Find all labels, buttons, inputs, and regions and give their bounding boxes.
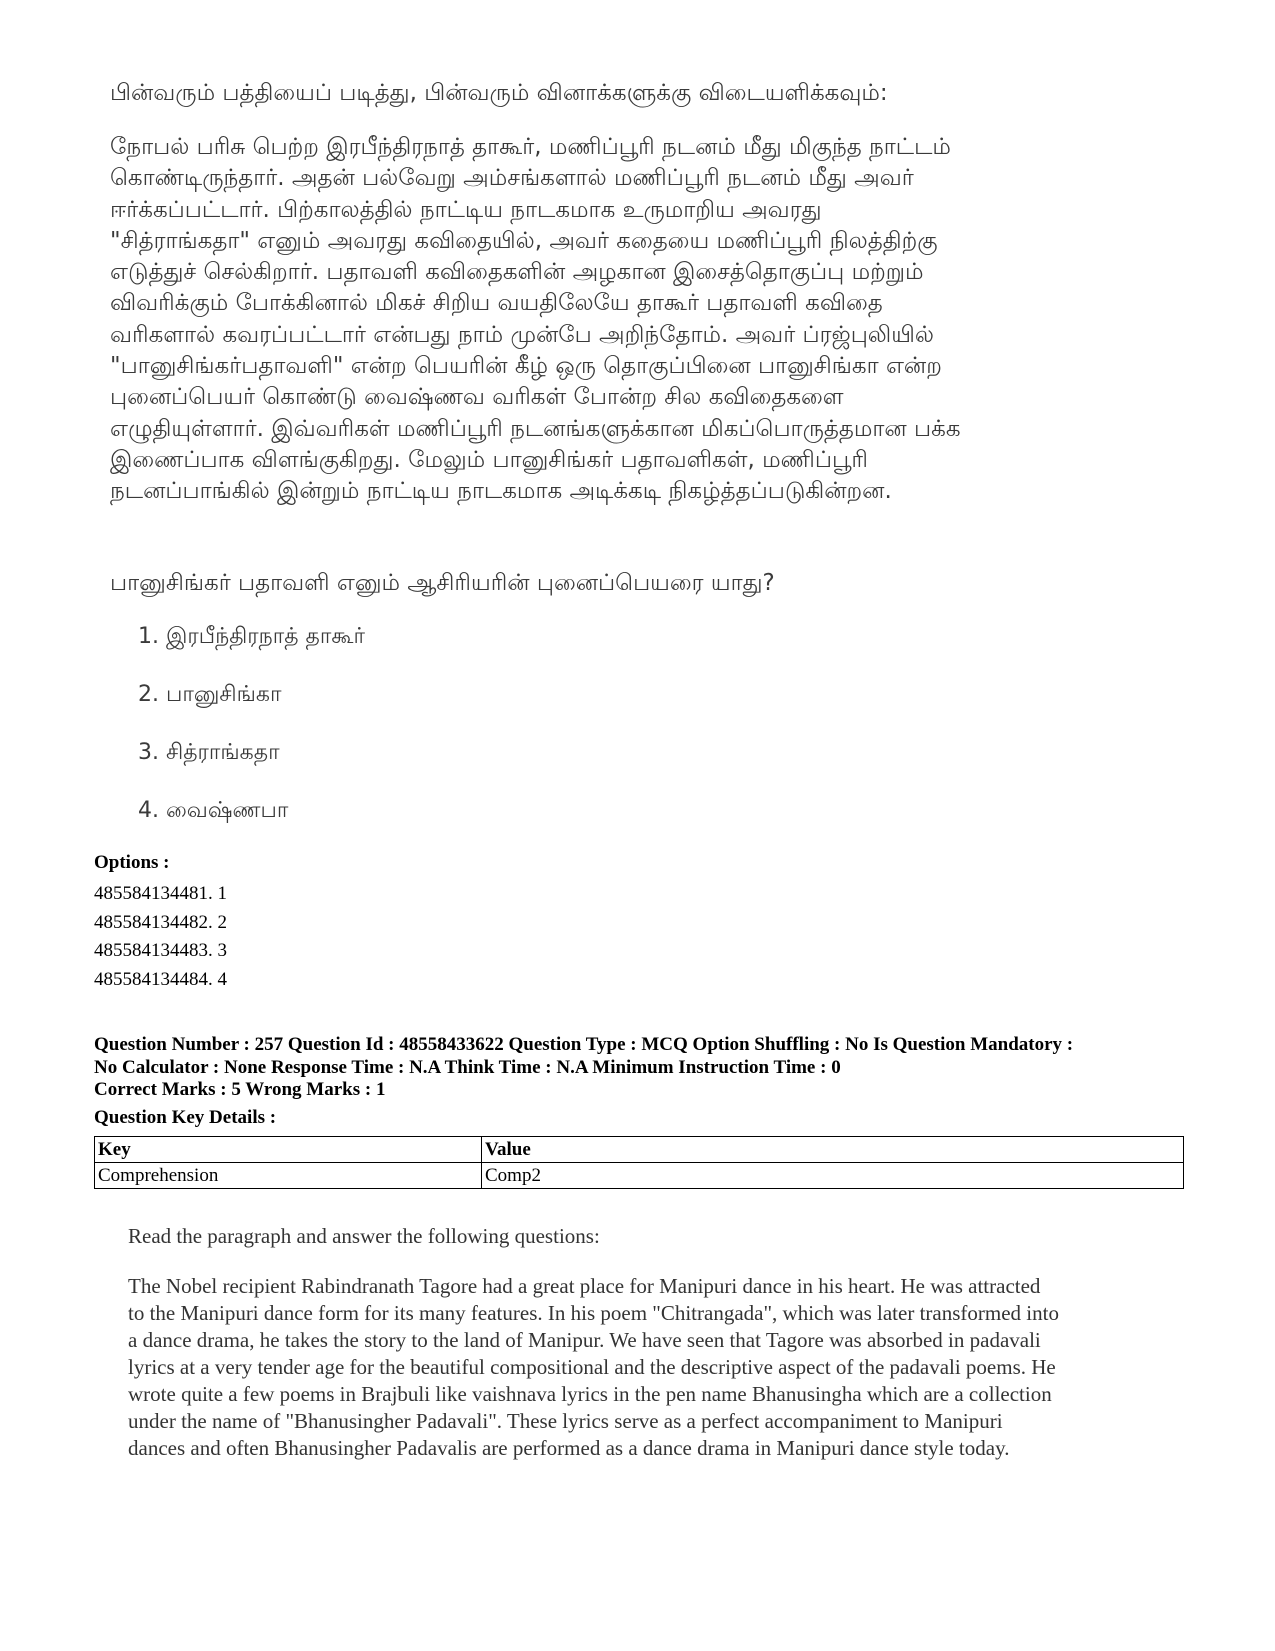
tamil-paragraph-line: "பானுசிங்கர்பதாவளி" என்ற பெயரின் கீழ் ஒரு தொகுப்பினை பானுசிங்கா என்ற: [110, 353, 942, 380]
tamil-paragraph-line: விவரிக்கும் போக்கினால் மிகச் சிறிய வயதிலேயே தாகூர் பதாவளி கவிதை: [110, 290, 883, 317]
table-header-cell: Value: [482, 1137, 1184, 1163]
tamil-paragraph: [110, 132, 1180, 508]
tamil-choice: 4. வைஷ்ணபா: [138, 798, 289, 823]
english-paragraph-line: wrote quite a few poems in Brajbuli like vaishnava lyrics in the pen name Bhanusingha which are a collection: [128, 1382, 1052, 1406]
tamil-paragraph-line: புனைப்பெயர் கொண்டு வைஷ்ணவ வரிகள் போன்ற சில கவிதைகளை: [110, 384, 844, 411]
option-item: 485584134482. 2: [94, 911, 227, 933]
tamil-choice-list: [138, 622, 365, 854]
tamil-paragraph-line: வரிகளால் கவரப்பட்டார் என்பது நாம் முன்பே அறிந்தோம். அவர் ப்ரஜ்புலியில்: [110, 321, 934, 348]
tamil-paragraph-line: கொண்டிருந்தார். அதன் பல்வேறு அம்சங்களால் மணிப்பூரி நடனம் மீது அவர்: [110, 165, 914, 192]
tamil-question: பானுசிங்கர் பதாவளி எனும் ஆசிரியரின் புனைப்பெயரை யாது?: [110, 570, 775, 596]
question-metadata-line: Question Number : 257 Question Id : 48558433622 Question Type : MCQ Option Shuffling : No Is Question Mandatory :: [94, 1034, 1074, 1055]
tamil-paragraph-line: நோபல் பரிசு பெற்ற இரபீந்திரநாத் தாகூர், மணிப்பூரி நடனம் மீது மிகுந்த நாட்டம்: [110, 134, 951, 160]
tamil-paragraph-line: எழுதியுள்ளார். இவ்வரிகள் மணிப்பூரி நடனங்களுக்கான மிகப்பொருத்தமான பக்க: [110, 415, 961, 442]
tamil-paragraph-line: "சித்ராங்கதா" எனும் அவரது கவிதையில், அவர் கதையை மணிப்பூரி நிலத்திற்கு: [110, 227, 938, 254]
english-instruction: Read the paragraph and answer the following questions:: [128, 1224, 600, 1248]
table-row: [95, 1163, 1184, 1189]
english-paragraph-line: dances and often Bhanusingher Padavalis are performed as a dance drama in Manipuri dance style today.: [128, 1436, 1010, 1460]
key-details-heading: Question Key Details :: [94, 1107, 277, 1128]
english-paragraph-line: to the Manipuri dance form for its many features. In his poem "Chitrangada", which was later transformed into: [128, 1301, 1059, 1325]
key-details-table: [94, 1136, 1184, 1189]
english-paragraph-line: lyrics at a very tender age for the beautiful compositional and the descriptive aspect of the padavali poems. He: [128, 1355, 1056, 1379]
question-metadata-line: No Calculator : None Response Time : N.A Think Time : N.A Minimum Instruction Time : 0: [94, 1057, 841, 1078]
option-item: 485584134484. 4: [94, 968, 227, 990]
options-list: [94, 880, 227, 994]
tamil-choice: 3. சித்ராங்கதா: [138, 740, 280, 765]
english-paragraph-line: The Nobel recipient Rabindranath Tagore had a great place for Manipuri dance in his heart. He was attracted: [128, 1274, 1041, 1298]
tamil-paragraph-line: எடுத்துச் செல்கிறார். பதாவளி கவிதைகளின் அழகான இசைத்தொகுப்பு மற்றும்: [110, 259, 924, 286]
english-paragraph-line: under the name of "Bhanusingher Padavali". These lyrics serve as a perfect accompaniment to Manipuri: [128, 1409, 1003, 1433]
table-header-row: [95, 1137, 1184, 1163]
tamil-instruction: பின்வரும் பத்தியைப் படித்து, பின்வரும் வினாக்களுக்கு விடையளிக்கவும்:: [110, 80, 888, 106]
english-paragraph: [128, 1273, 1188, 1462]
options-heading: Options :: [94, 852, 170, 873]
tamil-choice: 2. பானுசிங்கா: [138, 682, 282, 707]
marks-line: Correct Marks : 5 Wrong Marks : 1: [94, 1079, 386, 1100]
table-header-cell: Key: [95, 1137, 482, 1163]
option-item: 485584134481. 1: [94, 883, 227, 904]
table-cell: Comp2: [482, 1163, 1184, 1189]
option-item: 485584134483. 3: [94, 940, 227, 961]
tamil-paragraph-line: நடனப்பாங்கில் இன்றும் நாட்டிய நாடகமாக அடிக்கடி நிகழ்த்தப்படுகின்றன.: [110, 478, 892, 505]
tamil-paragraph-line: இணைப்பாக விளங்குகிறது. மேலும் பானுசிங்கர் பதாவளிகள், மணிப்பூரி: [110, 446, 868, 473]
english-paragraph-line: a dance drama, he takes the story to the land of Manipur. We have seen that Tagore was absorbed in padavali: [128, 1328, 1041, 1352]
question-metadata: [94, 1033, 1204, 1079]
tamil-choice: 1. இரபீந்திரநாத் தாகூர்: [138, 624, 365, 649]
table-cell: Comprehension: [95, 1163, 482, 1189]
tamil-paragraph-line: ஈர்க்கப்பட்டார். பிற்காலத்தில் நாட்டிய நாடகமாக உருமாறிய அவரது: [110, 196, 822, 223]
